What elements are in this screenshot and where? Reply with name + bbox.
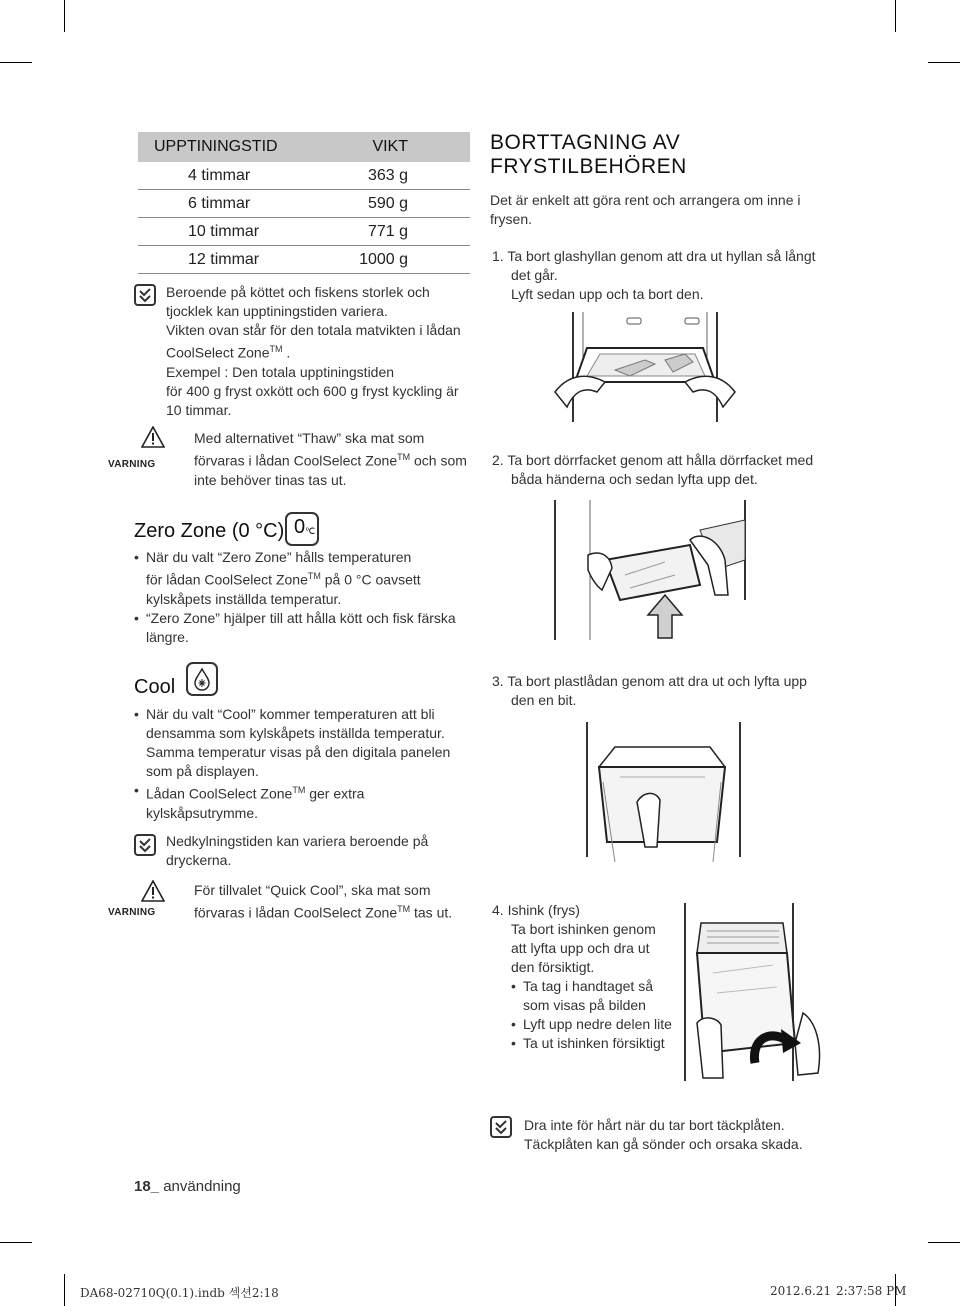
text-line: • “Zero Zone” hjälper till att hålla kött och fisk färska xyxy=(146,609,456,626)
heading-line: BORTTAGNING AV xyxy=(490,131,681,154)
zero-zone-icon xyxy=(285,512,319,546)
text-span: Lådan CoolSelect Zone xyxy=(146,785,293,802)
text-span: . xyxy=(282,344,291,361)
warning-label: VARNING xyxy=(108,459,156,470)
table-cell: 10 timmar xyxy=(138,218,323,246)
heading-line: FRYSTILBEHÖREN xyxy=(490,155,687,178)
text-line: den försiktigt. xyxy=(511,959,595,975)
table-header-row xyxy=(138,132,470,162)
crop-mark xyxy=(895,0,896,32)
text-line xyxy=(166,340,476,363)
text-line: • När du valt “Zero Zone” hålls temperaturen xyxy=(146,549,412,565)
text-line xyxy=(146,781,484,804)
table-header-time: UPPTININGSTID xyxy=(138,132,323,162)
text-span: förvaras i lådan CoolSelect Zone xyxy=(194,452,398,469)
note-text xyxy=(166,283,476,420)
text-line: Beroende på köttet och fiskens storlek och xyxy=(166,284,430,300)
table-row xyxy=(138,190,470,218)
text-span: ger extra xyxy=(305,785,365,802)
text-line: Vikten ovan står för den totala matvikten i lådan xyxy=(166,322,461,338)
crop-mark xyxy=(0,62,32,63)
text-line: Ta bort ishinken genom xyxy=(511,921,656,937)
page-label: användning xyxy=(159,1178,241,1195)
step-2-text xyxy=(492,451,832,489)
zero-zone-icon-value: 0 xyxy=(294,516,306,538)
text-span: förvaras i lådan CoolSelect Zone xyxy=(194,904,398,921)
text-line: 2. Ta bort dörrfacket genom att hålla dörrfacket med xyxy=(492,452,814,468)
text-line: båda händerna och sedan lyfta upp det. xyxy=(511,471,758,487)
text-line: • Ta ut ishinken försiktigt xyxy=(523,1035,665,1051)
table-row xyxy=(138,162,470,190)
warning-icon xyxy=(141,426,165,453)
table-header-weight: VIKT xyxy=(323,132,470,162)
list-item xyxy=(511,1034,692,1053)
crop-mark xyxy=(64,1274,65,1306)
text-line xyxy=(194,448,484,471)
text-line: som visas på bilden xyxy=(523,997,646,1013)
text-line: att lyfta upp och dra ut xyxy=(511,940,650,956)
text-line: tjocklek kan upptiningstiden variera. xyxy=(166,303,388,319)
table-cell: 12 timmar xyxy=(138,246,323,274)
ice-bucket-illustration xyxy=(683,903,831,1088)
crop-mark xyxy=(928,1242,960,1243)
zero-zone-icon-unit: ℃ xyxy=(305,526,316,536)
list-item xyxy=(134,609,484,647)
text-line: 3. Ta bort plastlådan genom att dra ut och lyfta upp xyxy=(492,673,807,689)
text-line: inte behöver tinas tas ut. xyxy=(194,471,347,488)
text-line: Exempel : Den totala upptiningstiden xyxy=(166,363,395,380)
table-row xyxy=(138,246,470,274)
print-date: 2012.6.21 xyxy=(770,1284,832,1298)
note-text xyxy=(166,832,476,870)
list-item xyxy=(511,977,692,1015)
page-heading xyxy=(490,131,687,179)
crop-mark xyxy=(928,62,960,63)
drawer-illustration xyxy=(585,722,745,867)
text-span: CoolSelect Zone xyxy=(166,344,270,361)
table-cell: 363 g xyxy=(323,162,470,190)
step-4-text xyxy=(492,901,692,1053)
section-title-zero-zone: Zero Zone (0 °C) xyxy=(134,520,285,542)
table-cell: 771 g xyxy=(323,218,470,246)
print-file-info: DA68-02710Q(0.1).indb 섹션2:18 xyxy=(80,1286,279,1300)
list-item xyxy=(511,1015,692,1034)
text-line: frysen. xyxy=(490,211,533,227)
table-cell: 4 timmar xyxy=(138,162,323,190)
trademark: TM xyxy=(307,571,321,581)
page-footer xyxy=(134,1178,241,1195)
list-item xyxy=(134,548,484,609)
cool-icon xyxy=(186,662,218,696)
trademark: TM xyxy=(269,344,283,354)
text-line: 4. Ishink (frys) xyxy=(492,902,580,918)
text-line: Dra inte för hårt när du tar bort täckplåten. xyxy=(524,1117,785,1133)
text-line: Lyft sedan upp och ta bort den. xyxy=(511,286,704,302)
text-line: kylskåpets inställda temperatur. xyxy=(146,590,342,607)
step-4-list xyxy=(492,977,692,1053)
text-line: • Ta tag i handtaget så xyxy=(523,978,653,994)
step-1-text xyxy=(492,247,832,304)
crop-mark xyxy=(0,1242,32,1243)
section-title-cool: Cool xyxy=(134,676,176,698)
text-line: kylskåpsutrymme. xyxy=(146,804,259,821)
text-line: • När du valt “Cool” kommer temperaturen att bli xyxy=(146,706,435,722)
print-time: 2:37:58 PM xyxy=(836,1284,907,1298)
trademark: TM xyxy=(397,904,411,914)
text-line: längre. xyxy=(146,628,189,645)
text-line: för 400 g fryst oxkött och 600 g fryst kyckling är xyxy=(166,382,459,399)
text-line: 1. Ta bort glashyllan genom att dra ut hyllan så långt xyxy=(492,248,816,264)
text-line: den en bit. xyxy=(511,692,577,708)
note-icon xyxy=(134,284,156,311)
text-line: Nedkylningstiden kan variera beroende på xyxy=(166,833,429,849)
step-3-text xyxy=(492,672,832,710)
text-span: på 0 °C oavsett xyxy=(320,571,421,588)
crop-mark xyxy=(64,0,65,32)
intro-text xyxy=(490,191,820,229)
table-cell: 590 g xyxy=(323,190,470,218)
text-line: Med alternativet “Thaw” ska mat som xyxy=(194,430,425,446)
text-line: För tillvalet “Quick Cool”, ska mat som xyxy=(194,882,431,898)
text-line: det går. xyxy=(511,267,558,283)
note-icon xyxy=(490,1116,512,1143)
note-icon xyxy=(134,834,156,861)
text-line: • Lyft upp nedre delen lite xyxy=(523,1016,672,1032)
warning-label: VARNING xyxy=(108,907,156,918)
table-row xyxy=(138,218,470,246)
warning-icon xyxy=(141,880,165,907)
text-line: som på displayen. xyxy=(146,763,259,779)
text-span: och som xyxy=(410,452,467,469)
table-cell: 6 timmar xyxy=(138,190,323,218)
text-line: Samma temperatur visas på den digitala panelen xyxy=(146,744,451,760)
warning-text xyxy=(194,881,484,923)
text-line: dryckerna. xyxy=(166,852,232,868)
warning-text xyxy=(194,429,484,490)
text-line: densamma som kylskåpets inställda temperatur. xyxy=(146,725,445,741)
door-bin-illustration xyxy=(550,500,750,645)
zero-zone-list xyxy=(134,548,484,647)
list-item xyxy=(134,781,484,823)
text-span: för lådan CoolSelect Zone xyxy=(146,571,308,588)
text-line: Täckplåten kan gå sönder och orsaka skada. xyxy=(524,1136,803,1152)
page-number: 18_ xyxy=(134,1178,160,1195)
thawing-table xyxy=(138,132,470,274)
table-cell: 1000 g xyxy=(323,246,470,274)
text-line xyxy=(194,900,484,923)
cool-list xyxy=(134,705,484,823)
trademark: TM xyxy=(292,785,306,795)
note-text xyxy=(524,1116,844,1154)
text-line: Det är enkelt att göra rent och arrangera om inne i xyxy=(490,192,801,208)
text-line: 10 timmar. xyxy=(166,401,232,418)
list-item xyxy=(134,705,484,781)
text-line xyxy=(146,567,484,590)
shelf-removal-illustration xyxy=(545,312,745,432)
trademark: TM xyxy=(397,452,411,462)
text-span: tas ut. xyxy=(410,904,453,921)
